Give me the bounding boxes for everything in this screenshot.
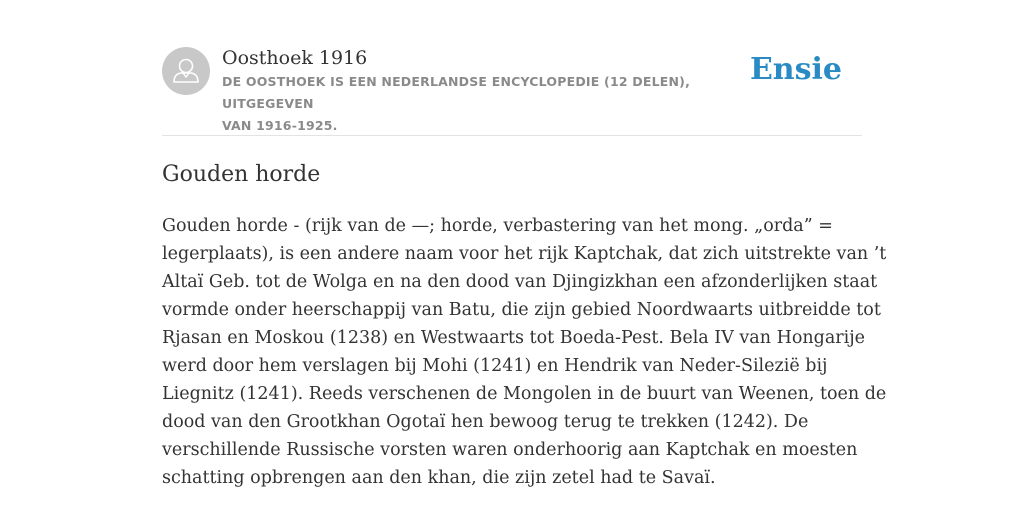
entry-body-line: Gouden horde - (rijk van de —; horde, verbastering van het mong. „orda” =: [162, 216, 833, 236]
entry-body-line: Liegnitz (1241). Reeds verschenen de Mongolen in de buurt van Weenen, toen de: [162, 384, 887, 404]
divider: [162, 135, 862, 136]
entry-body-line: verschillende Russische vorsten waren onderhoorig aan Kaptchak en moesten: [162, 440, 858, 460]
entry-body: [162, 212, 887, 492]
entry-body-line: schatting opbrengen aan den khan, die zijn zetel had te Savaï.: [162, 468, 716, 488]
source-title[interactable]: Oosthoek 1916: [222, 47, 368, 69]
avatar[interactable]: [162, 47, 210, 95]
entry-body-line: vormde onder heerschappij van Batu, die zijn gebied Noordwaarts uitbreidde tot: [162, 300, 881, 320]
entry-body-line: Altaï Geb. tot de Wolga en na den dood van Djingizkhan een afzonderlijken staat: [162, 272, 878, 292]
source-header: [162, 44, 862, 136]
source-description: [222, 71, 762, 137]
user-icon: [162, 47, 210, 95]
entry-body-line: dood van den Grootkhan Ogotaï hen bewoog terug te trekken (1242). De: [162, 412, 809, 432]
brand-logo[interactable]: Ensie: [749, 52, 842, 87]
entry-body-line: werd door hem verslagen bij Mohi (1241) en Hendrik van Neder-Silezië bij: [162, 356, 828, 376]
source-description-line: DE OOSTHOEK IS EEN NEDERLANDSE ENCYCLOPEDIE (12 DELEN), UITGEGEVEN: [222, 74, 691, 111]
entry-title: Gouden horde: [162, 162, 321, 187]
source-description-line: VAN 1916-1925.: [222, 118, 338, 133]
entry-body-line: Rjasan en Moskou (1238) en Westwaarts tot Boeda-Pest. Bela IV van Hongarije: [162, 328, 866, 348]
entry-body-line: legerplaats), is een andere naam voor het rijk Kaptchak, dat zich uitstrekte van ’t: [162, 244, 887, 264]
